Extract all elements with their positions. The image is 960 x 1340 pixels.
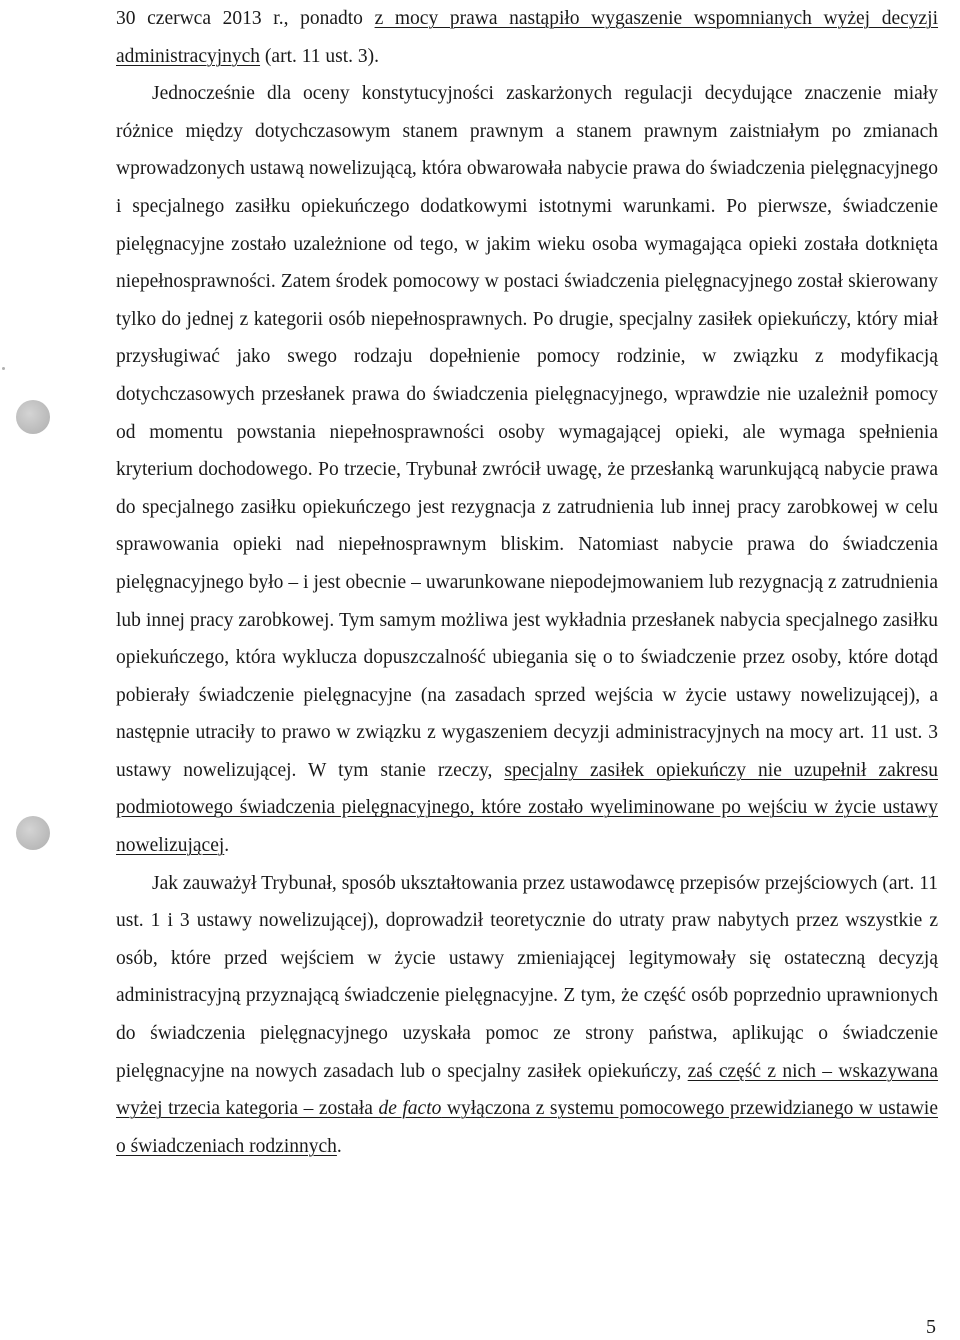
paragraph-3-underlined-2: wyłączona z systemu pomocowego przewidzianego w ustawie o świadczeniach rodzinnych xyxy=(116,1098,938,1157)
paragraph-1-tail: (art. 11 ust. 3). xyxy=(260,45,380,67)
scan-speck xyxy=(2,367,5,370)
paragraph-continuation xyxy=(116,0,938,75)
page-number: 5 xyxy=(926,1316,936,1338)
punch-hole-bottom xyxy=(16,816,50,850)
document-body xyxy=(116,0,938,1165)
paragraph-3-tail: . xyxy=(336,1135,342,1157)
paragraph-2-text: Jednocześnie dla oceny konstytucyjności zaskarżonych regulacji decydujące znaczenie miały różnice między dotychczasowym stanem prawnym a stanem prawnym zaistniałym po zmianach wprowadzonych ustawą nowelizującą, która obwarowała nabycie prawa do świadczenia pielęgnacyjnego i specjalnego zasiłku opiekuńczego dodatkowymi istotnymi warunkami. Po pierwsze, świadczenie pielęgnacyjne zostało uzależnione od tego, w jakim wieku osoba wymagająca opieki została dotknięta niepełnosprawności. Zatem środek pomocowy w postaci świadczenia pielęgnacyjnego został skierowany tylko do jednej z kategorii osób niepełnosprawnych. Po drugie, specjalny zasiłek opiekuńczy, który miał przysługiwać jako swego rodzaju dopełnienie pomocy rodzinie, w związku z modyfikacją dotychczasowych przesłanek prawa do świadczenia pielęgnacyjnego, wprawdzie nie uzależnił pomocy od momentu powstania niepełnosprawności osoby wymagającej opieki, ale wymaga spełnienia kryterium dochodowego. Po trzecie, Trybunał zwrócił uwagę, że przesłanką warunkującą nabycie prawa do specjalnego zasiłku opiekuńczego jest rezygnacja z zatrudnienia lub innej pracy zarobkowej w celu sprawowania opieki nad niepełnosprawnym bliskim. Natomiast nabycie prawa do świadczenia pielęgnacyjnego było – i jest obecnie – uwarunkowane niepodejmowaniem lub rezygnacją z zatrudnienia lub innej pracy zarobkowej. Tym samym możliwa jest wykładnia przesłanek nabycia specjalnego zasiłku opiekuńczego, która wyklucza dopuszczalność ubiegania się o to świadczenie przez osoby, które dotąd pobierały świadczenie pielęgnacyjne (na zasadach sprzed wejścia w życie ustawy nowelizującej), a następnie utraciły to prawo w związku z wygaszeniem decyzji administracyjnych na mocy art. 11 ust. 3 ustawy nowelizującej. W tym stanie rzeczy, xyxy=(116,83,938,781)
punch-hole-top xyxy=(16,400,50,434)
paragraph-3 xyxy=(116,865,938,1166)
paragraph-2-underlined: specjalny zasiłek opiekuńczy nie uzupełnił zakresu podmiotowego świadczenia pielęgnacyjnego, które zostało wyeliminowane po wejściu w życie ustawy nowelizującej xyxy=(116,759,938,857)
paragraph-3-text: Jak zauważył Trybunał, sposób ukształtowania przez ustawodawcę przepisów przejściowych (art. 11 ust. 1 i 3 ustawy nowelizującej), doprowadził teoretycznie do utraty praw nabytych przez wszystkie z osób, które przed wejściem w życie ustawy zmieniającej legitymowały się ostateczną decyzją administracyjną przyznającą świadczenie pielęgnacyjne. Z tym, że część osób poprzednio uprawnionych do świadczenia pielęgnacyjnego uzyskała pomoc ze strony państwa, aplikując o świadczenie pielęgnacyjne na nowych zasadach lub o specjalny zasiłek opiekuńczy, xyxy=(116,872,938,1082)
paragraph-2 xyxy=(116,75,938,864)
paragraph-1-underlined: z mocy prawa nastąpiło wygaszenie wspomnianych wyżej decyzji administracyjnych xyxy=(116,8,939,67)
paragraph-3-underlined-1: zaś część z nich – wskazywana wyżej trzecia kategoria – została xyxy=(116,1060,938,1120)
paragraph-1-text: 30 czerwca 2013 r., ponadto xyxy=(116,8,375,29)
paragraph-3-underlined-italic: de facto xyxy=(378,1098,442,1120)
paragraph-2-tail: . xyxy=(224,835,230,857)
